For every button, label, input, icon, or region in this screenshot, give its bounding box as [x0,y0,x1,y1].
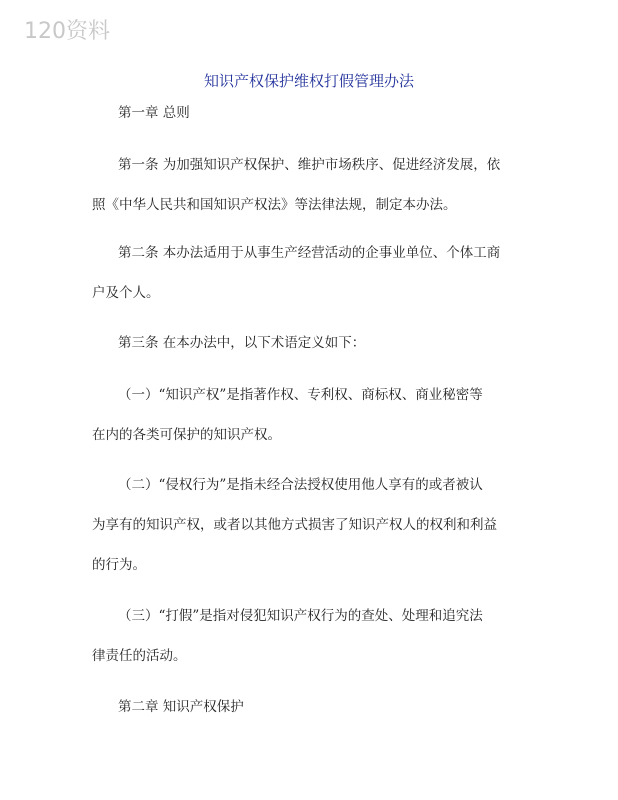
text-line: （三）“打假”是指对侵犯知识产权行为的查处、处理和追究法 [118,608,483,624]
article-3 [92,333,524,353]
chapter-1-heading [92,103,524,123]
text-line: 第二章 知识产权保护 [118,699,244,715]
text-line: 第一章 总则 [118,105,190,121]
definition-2 [92,475,524,575]
text-line: （二）“侵权行为”是指未经合法授权使用他人享有的或者被认 [118,477,483,493]
definition-3 [92,606,524,666]
definition-1 [92,385,524,445]
text-line: 第二条 本办法适用于从事生产经营活动的企事业单位、个体工商 [118,245,501,261]
article-1 [92,155,524,215]
document-title: 知识产权保护维权打假管理办法 [203,72,414,90]
text-line: 律责任的活动。 [92,648,187,664]
text-line: 第一条 为加强知识产权保护、维护市场秩序、促进经济发展，依 [118,157,501,173]
text-line: 为享有的知识产权，或者以其他方式损害了知识产权人的权利和利益 [92,517,497,533]
article-2 [92,243,524,303]
text-line: 的行为。 [92,557,146,573]
text-line: 第三条 在本办法中，以下术语定义如下： [118,335,366,351]
text-line: 在内的各类可保护的知识产权。 [92,427,281,443]
watermark: 120资料 [24,19,110,44]
text-line: 户及个人。 [92,285,160,301]
chapter-2-heading [92,697,524,717]
text-line: 照《中华人民共和国知识产权法》等法律法规，制定本办法。 [92,197,457,213]
text-line: （一）“知识产权”是指著作权、专利权、商标权、商业秘密等 [118,387,483,403]
